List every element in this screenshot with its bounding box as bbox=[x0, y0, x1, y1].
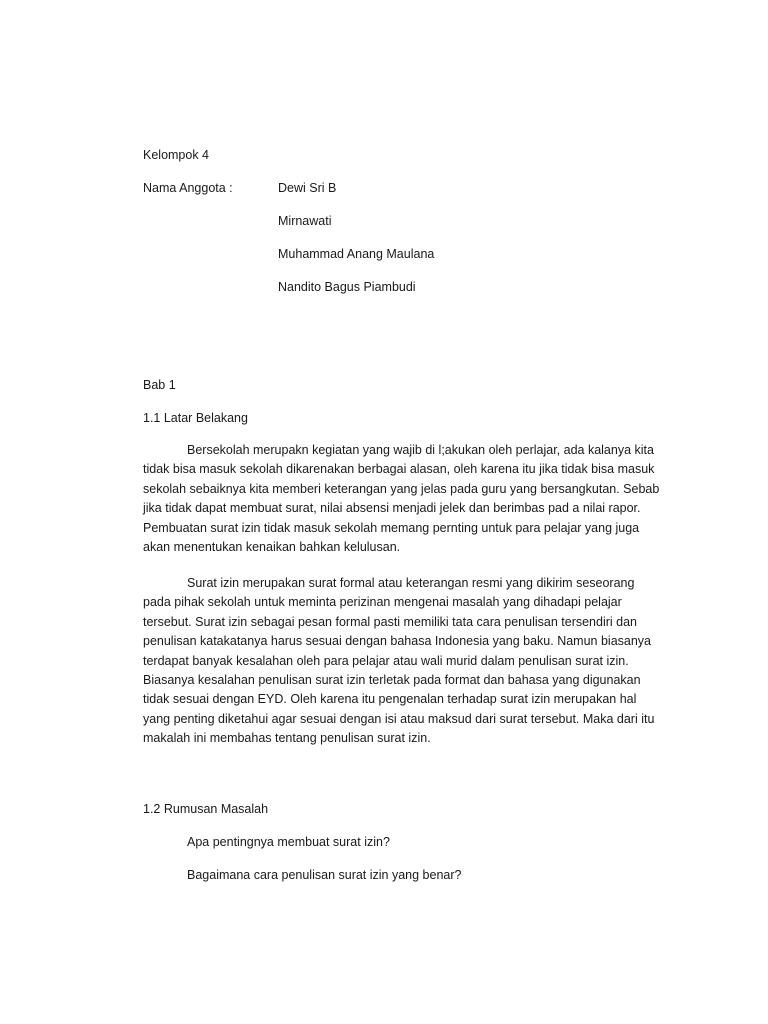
member-name: Mirnawati bbox=[278, 214, 332, 228]
paragraph-line: pada pihak sekolah untuk meminta perizinan mengenai masalah yang dihadapi pelajar bbox=[143, 595, 622, 610]
paragraph-line: tersebut. Surat izin sebagai pesan formal pasti memiliki tata cara penulisan tersendiri dan bbox=[143, 614, 638, 629]
paragraph-line: Surat izin merupakan surat formal atau keterangan resmi yang dikirim seseorang bbox=[187, 576, 635, 590]
member-name: Dewi Sri B bbox=[278, 181, 337, 195]
paragraph-line: tidak bisa masuk sekolah dikarenakan berbagai alasan, oleh karena itu jika tidak bisa masuk bbox=[143, 462, 655, 477]
question-item: Apa pentingnya membuat surat izin? bbox=[187, 835, 390, 849]
member-name: Nandito Bagus Piambudi bbox=[278, 280, 416, 294]
paragraph-line: terdapat banyak kesalahan oleh para pelajar atau wali murid dalam penulisan surat izin. bbox=[143, 653, 629, 668]
section-heading: 1.2 Rumusan Masalah bbox=[143, 802, 269, 816]
paragraph-line: akan menentukan kenaikan bahkan kelulusan. bbox=[143, 539, 401, 554]
paragraph bbox=[143, 440, 658, 556]
paragraph-line: penulisan katakatanya harus sesuai dengan bahasa Indonesia yang baku. Namun biasanya bbox=[143, 634, 652, 649]
members-label: Nama Anggota : bbox=[143, 181, 233, 195]
group-title: Kelompok 4 bbox=[143, 148, 210, 162]
paragraph bbox=[143, 573, 658, 748]
question-item: Bagaimana cara penulisan surat izin yang benar? bbox=[187, 868, 462, 882]
chapter-heading: Bab 1 bbox=[143, 378, 176, 392]
paragraph-line: makalah ini membahas tentang penulisan surat izin. bbox=[143, 731, 431, 746]
paragraph-line: Biasanya kesalahan penulisan surat izin terletak pada format dan bahasa yang digunakan bbox=[143, 672, 641, 687]
paragraph-line: sekolah sebaiknya kita memberi keterangan yang jelas pada guru yang bersangkutan. Sebab bbox=[143, 481, 660, 496]
paragraph-line: yang penting diketahui agar sesuai dengan isi atau maksud dari surat tersebut. Maka dari itu bbox=[143, 711, 655, 726]
paragraph-line: Bersekolah merupakn kegiatan yang wajib di l;akukan oleh perlajar, ada kalanya kita bbox=[187, 443, 654, 457]
paragraph-line: tidak sesuai dengan EYD. Oleh karena itu pengenalan terhadap surat izin merupakan hal bbox=[143, 692, 637, 707]
paragraph-line: jika tidak dapat membuat surat, nilai absensi menjadi jelek dan berimbas pad a nilai rapor. bbox=[143, 501, 641, 516]
paragraph-line: Pembuatan surat izin tidak masuk sekolah memang pernting untuk para pelajar yang juga bbox=[143, 520, 640, 535]
member-name: Muhammad Anang Maulana bbox=[278, 247, 435, 261]
section-heading: 1.1 Latar Belakang bbox=[143, 411, 248, 425]
